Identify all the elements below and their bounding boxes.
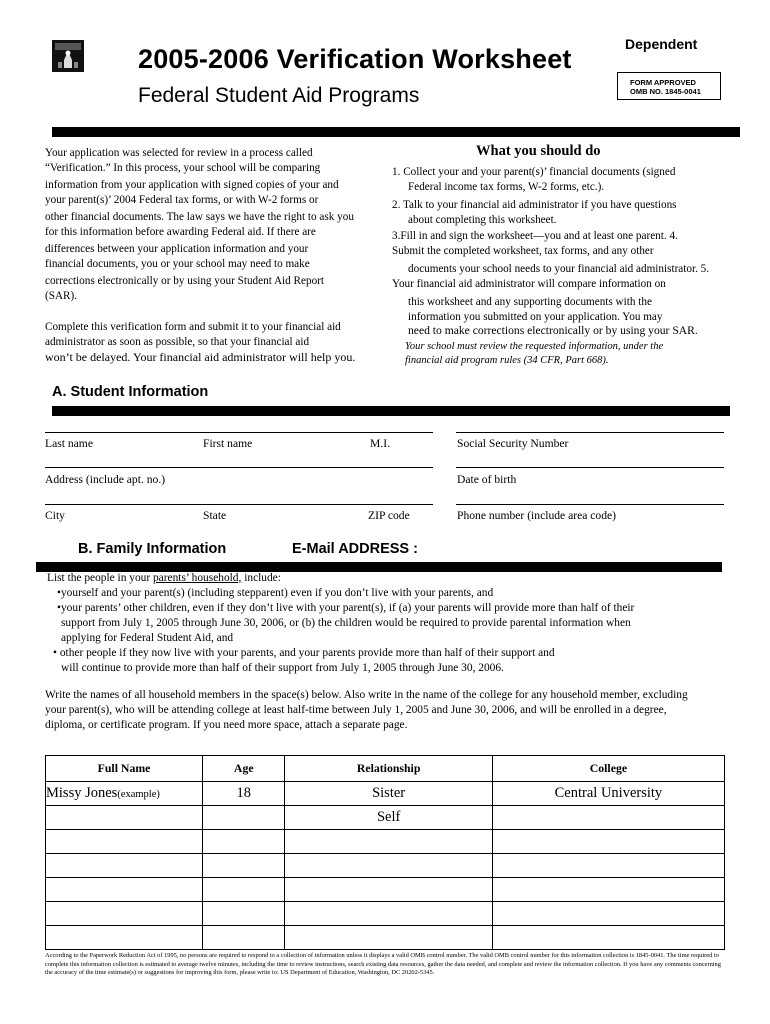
complete-line: won’t be delayed. Your financial aid administrator will help you. <box>45 350 356 364</box>
dob-field-line[interactable] <box>456 467 724 468</box>
zip-label: ZIP code <box>368 509 410 522</box>
dob-label: Date of birth <box>457 473 517 486</box>
table-row <box>46 902 725 926</box>
age-header: Age <box>203 756 285 782</box>
college-cell[interactable] <box>492 806 724 830</box>
example-name-cell[interactable] <box>46 782 203 806</box>
email-address-label: E-Mail ADDRESS : <box>292 541 418 557</box>
relationship-cell[interactable] <box>285 830 492 854</box>
name-cell[interactable] <box>46 878 203 902</box>
self-relationship-cell[interactable]: Self <box>285 806 492 830</box>
college-cell[interactable] <box>492 902 724 926</box>
age-cell[interactable] <box>203 806 285 830</box>
age-cell[interactable] <box>203 854 285 878</box>
write-names-line: diploma, or certificate program. If you need more space, attach a separate page. <box>45 719 408 731</box>
step-line: this worksheet and any supporting documents with the <box>408 296 652 308</box>
intro-text <box>45 146 355 365</box>
college-header: College <box>492 756 724 782</box>
paperwork-reduction-notice: According to the Paperwork Reduction Act of 1995, no persons are required to respond to a collection of information unless it displays a valid OMB control number. The valid OMB control number for this information collection is 1845-0041. The time required to complete this information collection is estimated to average twelve minutes, including the time to review instructions, search existing data resources, gather the data needed, and complete and review the information collection. If you have any comments concerning the accuracy of the time estimate(s) or suggestions for improving this form, please write to: US Department of Education, Washington, DC 20202-5345. <box>45 952 721 976</box>
write-names-instructions <box>45 688 688 733</box>
ssn-field-line[interactable] <box>456 432 724 433</box>
age-cell[interactable] <box>203 830 285 854</box>
relationship-cell[interactable] <box>285 926 492 950</box>
intro-line: (SAR). <box>45 289 78 302</box>
step-line: 1. Collect your and your parent(s)’ financial documents (signed <box>392 166 676 178</box>
write-names-line: your parent(s), who will be attending college at least half-time between July 1, 2005 and June 30, 2006, and will be enrolled in a degree, <box>45 704 667 716</box>
name-cell[interactable] <box>46 854 203 878</box>
complete-line: Complete this verification form and submit it to your financial aid <box>45 321 341 333</box>
step-line: need to make corrections electronically or by using your SAR. <box>408 324 698 337</box>
intro-line: your parent(s)’ 2004 Federal tax forms, or with W-2 forms or <box>45 193 319 206</box>
state-label: State <box>203 509 227 522</box>
phone-field-line[interactable] <box>456 504 724 505</box>
address-label: Address (include apt. no.) <box>45 473 166 486</box>
city-label: City <box>45 509 65 522</box>
name-field-line[interactable] <box>45 432 433 433</box>
table-row <box>46 830 725 854</box>
omb-number: OMB NO. 1845-0041 <box>630 87 701 96</box>
section-a-heading: A. Student Information <box>52 384 209 400</box>
step-line: information you submitted on your application. You may <box>408 310 663 323</box>
phone-label: Phone number (include area code) <box>457 509 617 522</box>
steps-list <box>392 165 709 339</box>
household-intro <box>47 571 634 586</box>
address-field-line[interactable] <box>45 467 433 468</box>
household-intro-pre: List the people in your <box>47 572 153 584</box>
name-cell[interactable] <box>46 806 203 830</box>
intro-line: “Verification.” In this process, your school will be comparing <box>45 161 321 174</box>
college-cell[interactable] <box>492 878 724 902</box>
form-subtitle: Federal Student Aid Programs <box>138 84 420 107</box>
intro-line: Your application was selected for review in a process called <box>45 147 313 159</box>
example-tag: (example) <box>117 789 160 800</box>
section-b-heading: B. Family Information <box>78 541 227 557</box>
relationship-header: Relationship <box>285 756 492 782</box>
household-bullet: support from July 1, 2005 through June 30, 2006, or (b) the children would be required to provide parental information when <box>61 617 631 629</box>
step-line: 3.Fill in and sign the worksheet—you and at least one parent. 4. <box>392 230 678 242</box>
review-note-line: Your school must review the requested information, under the <box>405 341 664 352</box>
table-row <box>46 806 725 830</box>
example-college-cell[interactable]: Central University <box>492 782 724 806</box>
mi-label: M.I. <box>370 437 390 450</box>
age-cell[interactable] <box>203 926 285 950</box>
household-bullet: •your parents’ other children, even if they don’t live with your parent(s), if (a) your parents will provide more than half of their <box>57 602 635 614</box>
example-name: Missy Jones <box>46 785 118 801</box>
age-cell[interactable] <box>203 902 285 926</box>
college-cell[interactable] <box>492 926 724 950</box>
first-name-label: First name <box>203 437 253 450</box>
household-bullet: will continue to provide more than half of their support from July 1, 2005 through June 30, 2006. <box>61 662 504 674</box>
household-members-table <box>45 755 725 950</box>
relationship-cell[interactable] <box>285 902 492 926</box>
table-row <box>46 782 725 806</box>
review-note-line: financial aid program rules (34 CFR, Part 668). <box>405 355 609 366</box>
household-instructions <box>47 571 634 676</box>
name-cell[interactable] <box>46 830 203 854</box>
form-title: 2005-2006 Verification Worksheet <box>138 44 572 74</box>
intro-line: financial documents, you or your school may need to make <box>45 257 310 270</box>
parents-household-text: parents’ household, <box>152 572 242 584</box>
header-divider-bar <box>52 127 740 137</box>
what-you-should-do-heading: What you should do <box>476 143 601 159</box>
relationship-cell[interactable] <box>285 878 492 902</box>
step-line: Your financial aid administrator will compare information on <box>392 277 666 290</box>
last-name-label: Last name <box>45 437 93 450</box>
table-row <box>46 854 725 878</box>
full-name-header: Full Name <box>46 756 203 782</box>
example-age-cell[interactable]: 18 <box>203 782 285 806</box>
section-a-bar <box>52 406 730 416</box>
intro-line: other financial documents. The law says we have the right to ask you <box>45 211 354 223</box>
form-approved-label: FORM APPROVED <box>630 78 696 87</box>
household-bullet: •yourself and your parent(s) (including stepparent) even if you don’t live with your parents, and <box>57 587 494 599</box>
dependent-label: Dependent <box>625 36 698 52</box>
college-cell[interactable] <box>492 854 724 878</box>
relationship-cell[interactable] <box>285 854 492 878</box>
review-note <box>405 340 663 368</box>
complete-line: administrator as soon as possible, so that your financial aid <box>45 335 310 348</box>
intro-line: corrections electronically or by using your Student Aid Report <box>45 275 325 287</box>
intro-line: differences between your application information and your <box>45 243 309 255</box>
step-line: Submit the completed worksheet, tax forms, and any other <box>392 244 654 257</box>
household-bullet: applying for Federal Student Aid, and <box>61 632 234 644</box>
intro-line: for this information before awarding Federal aid. If there are <box>45 225 316 238</box>
intro-line: information from your application with signed copies of your and <box>45 179 339 191</box>
step-line: 2. Talk to your financial aid administrator if you have questions <box>392 199 677 211</box>
step-line: Federal income tax forms, W-2 forms, etc.). <box>408 180 605 193</box>
name-cell[interactable] <box>46 902 203 926</box>
step-line: about completing this worksheet. <box>408 213 557 226</box>
table-header-row <box>46 756 725 782</box>
household-intro-post: include: <box>241 572 281 584</box>
table-row <box>46 878 725 902</box>
department-seal-logo <box>52 40 84 72</box>
write-names-line: Write the names of all household members in the space(s) below. Also write in the name of the college for any household member, excluding <box>45 689 688 701</box>
name-cell[interactable] <box>46 926 203 950</box>
table-row <box>46 926 725 950</box>
example-relationship-cell[interactable]: Sister <box>285 782 492 806</box>
ssn-label: Social Security Number <box>457 437 569 450</box>
step-line: documents your school needs to your financial aid administrator. 5. <box>408 263 710 275</box>
city-field-line[interactable] <box>45 504 433 505</box>
household-bullet: • other people if they now live with your parents, and your parents provide more than half of their support and <box>53 647 555 659</box>
age-cell[interactable] <box>203 878 285 902</box>
omb-approval-box <box>617 72 721 100</box>
college-cell[interactable] <box>492 830 724 854</box>
